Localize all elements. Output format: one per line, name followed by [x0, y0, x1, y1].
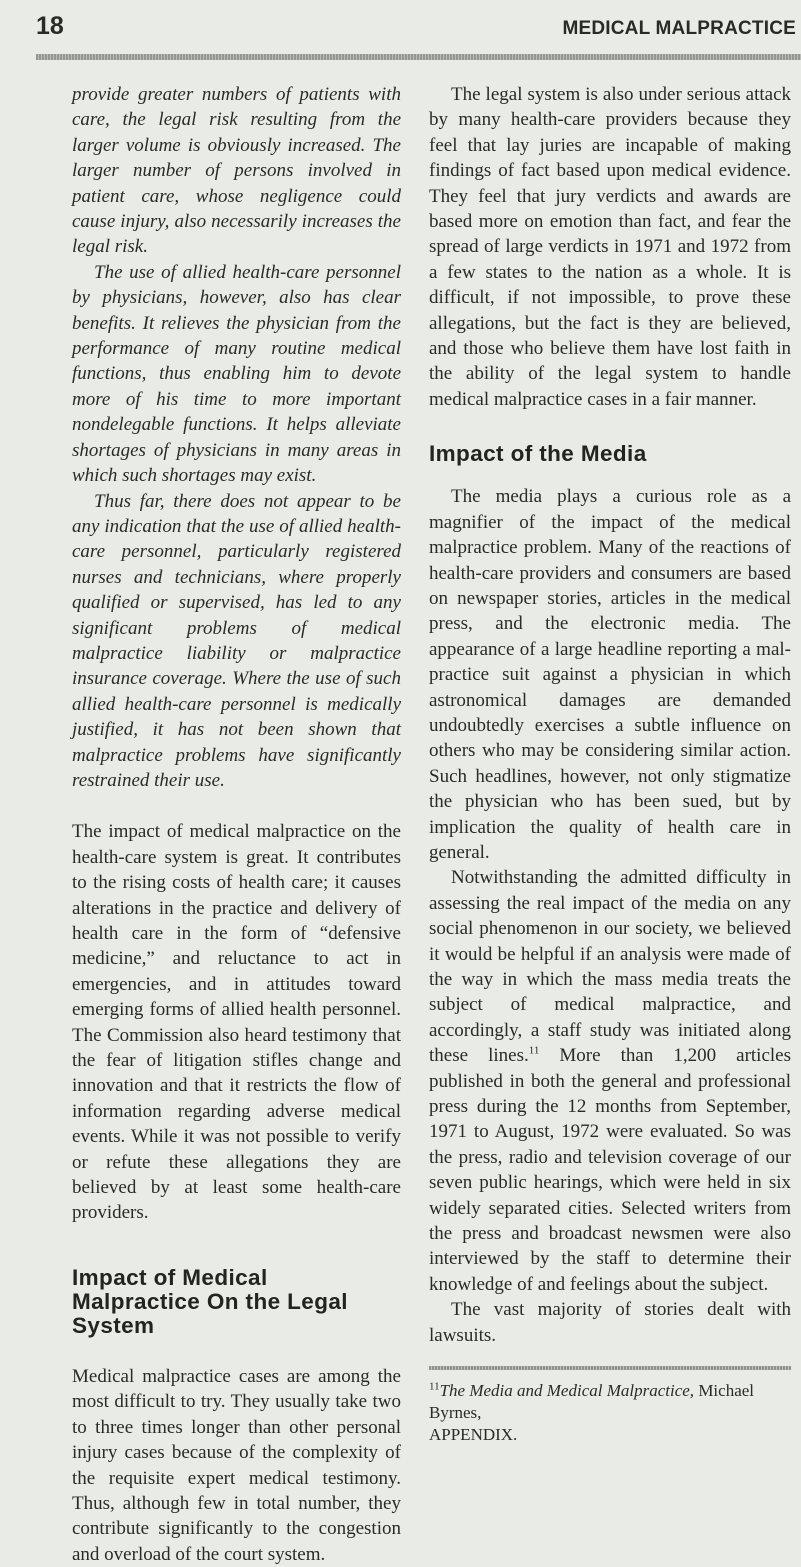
- footnote-title: The Media and Medical Malpractice,: [439, 1381, 695, 1401]
- left-paragraph-2: The use of allied health-care personnel by physicians, however, also has clear benefits. It relieves the physician from the performance of many routine medical functions, thus enabling him to devote more of his time to more important nondelegable functions. It helps alleviate shortages of physicians in many areas in which such shortages may exist.: [72, 261, 401, 487]
- right-paragraph-3-continued: More than 1,200 articles published in both the general and professional press during the 12 months from September, 1971 to August, 1972 were evaluated. So was the press, radio and television coverage of our seven public hearings, which were held in six widely separated cities. Selected writers from the press and broadcast newsmen were also interviewed by the staff to determine their knowledge of and feelings about the subject.: [429, 1045, 791, 1295]
- footnote-author: Michael Byrnes,: [429, 1381, 755, 1423]
- footnote: [429, 1380, 791, 1446]
- left-paragraph-3: Thus far, there does not appear to be any indication that the use of allied health-care personnel, particularly registered nurses and technicians, where properly qualified or supervised, has led to any significant problems of medical malpractice liability or malpractice insurance coverage. Where the use of such allied health-care personnel is medically justified, it has not been shown that malpractice problems have significantly restrained their use.: [72, 490, 401, 791]
- section-heading-media: Impact of the Media: [429, 441, 647, 467]
- page-header: [36, 8, 796, 48]
- footnote-number: 11: [429, 1380, 440, 1393]
- footnote-ref-11: 11: [528, 1044, 540, 1057]
- running-head: MEDICAL MALPRACTICE: [562, 18, 796, 39]
- right-paragraph-3-text: Notwithstanding the admitted difficulty in assessing the real impact of the media on any social phenomenon in our society, we believed it would be helpful if an analysis were made of the way in which the mass media treats the subject of medical malpractice, and accordingly, a staff study was initiated along these lines.: [429, 867, 791, 1067]
- page-number: 18: [36, 12, 64, 40]
- header-rule: [36, 54, 801, 60]
- left-column: [72, 82, 401, 1567]
- left-paragraph-4: The impact of medical malpractice on the health-care system is great. It contributes to the rising costs of health care; it causes alterations in the practice and delivery of health care in the form of “defensive medicine,” and reluctance to act in emergencies, and in attitudes toward emerging forms of allied health personnel. The Commission also heard testimony that the fear of litigation stifles change and innovation and that it restricts the flow of information regarding adverse medical events. While it was not possible to verify or refute these allegations they are believed by at least some health-care providers.: [72, 821, 401, 1224]
- right-paragraph-1: The legal system is also under serious attack by many health-care providers because they feel that lay juries are incapable of making findings of fact based upon medical evidence. They feel that jury verdicts and awards are based more on emotion than fact, and fear the spread of large verdicts in 1971 and 1972 from a few states to the nation as a whole. It is difficult, if not impossible, to prove these allegations, but the fact is they are believed, and those who believe them have lost faith in the ability of the legal system to handle medical malpractice cases in a fair manner.: [429, 84, 791, 410]
- right-paragraph-2: The media plays a curious role as a magnifier of the impact of the medical malpractice problem. Many of the reactions of health-care providers and consumers are based on newspaper stories, articles in the medical press, and the electronic media. The appearance of a large headline reporting a mal-practice suit against a physician in which astronomical damages are demanded undoubtedly exercises a subtle influence on others who may be considering similar action. Such headlines, however, not only stigmatize the physician who has been sued, but by implication the quality of health care in general.: [429, 486, 791, 863]
- footnote-rule: [429, 1366, 791, 1370]
- left-paragraph-1: provide greater numbers of patients with care, the legal risk resulting from the larger volume is obviously increased. The larger number of persons involved in patient care, whose negligence could cause injury, also necessarily increases the legal risk.: [72, 84, 401, 258]
- right-column: [429, 82, 791, 1446]
- section-heading-legal-system: Impact of Medical Malpractice On the Legal System: [72, 1264, 348, 1338]
- right-paragraph-3: [429, 865, 791, 1297]
- right-paragraph-4: The vast majority of stories dealt with lawsuits.: [429, 1299, 791, 1346]
- left-paragraph-5: Medical malpractice cases are among the most difficult to try. They usually take two to three times longer than other personal injury cases because of the complexity of the requisite expert medical testimony. Thus, although few in total number, they contribute significantly to the congestion and overload of the court system.: [72, 1365, 401, 1565]
- footnote-appendix: APPENDIX.: [429, 1425, 518, 1445]
